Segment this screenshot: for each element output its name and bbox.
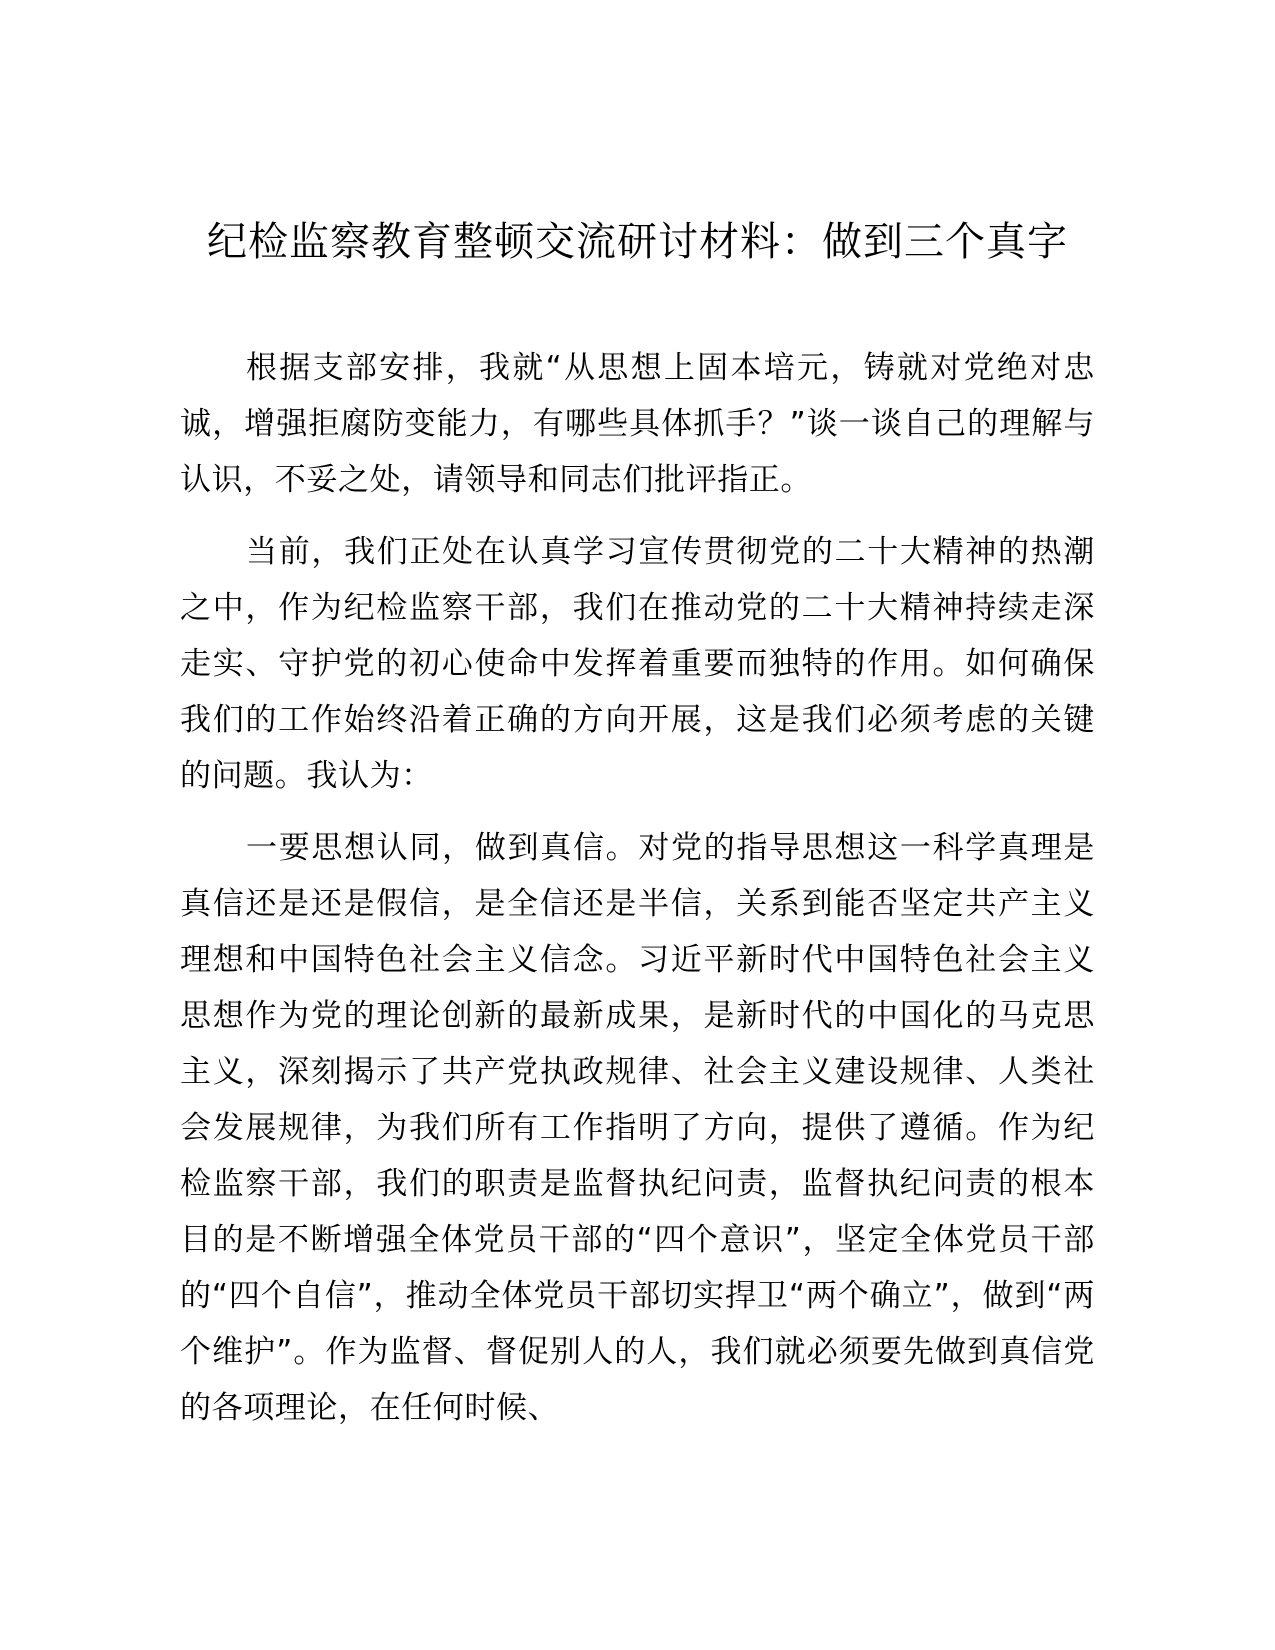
paragraph-context: 当前，我们正处在认真学习宣传贯彻党的二十大精神的热潮之中，作为纪检监察干部，我们在推动党的二十大精神持续走深走实、守护党的初心使命中发挥着重要而独特的作用。如何确保我们的工作始终沿着正确的方向开展，这是我们必须考虑的关键的问题。我认为： (180, 534, 1095, 794)
document-title: 纪检监察教育整顿交流研讨材料：做到三个真字 (207, 219, 1068, 265)
paragraph-intro: 根据支部安排，我就“从思想上固本培元，铸就对党绝对忠诚，增强拒腐防变能力，有哪些具体抓手？”谈一谈自己的理解与认识，不妥之处，请领导和同志们批评指正。 (180, 350, 1095, 498)
document-body (180, 340, 1095, 1452)
paragraph-point-one: 一要思想认同，做到真信。对党的指导思想这一科学真理是真信还是还是假信，是全信还是半信，关系到能否坚定共产主义理想和中国特色社会主义信念。习近平新时代中国特色社会主义思想作为党的理论创新的最新成果，是新时代的中国化的马克思主义，深刻揭示了共产党执政规律、社会主义建设规律、人类社会发展规律，为我们所有工作指明了方向，提供了遵循。作为纪检监察干部，我们的职责是监督执纪问责，监督执纪问责的根本目的是不断增强全体党员干部的“四个意识”，坚定全体党员干部的“四个自信”，推动全体党员干部切实捍卫“两个确立”，做到“两个维护”。作为监督、督促别人的人，我们就必须要先做到真信党的各项理论，在任何时候、 (180, 830, 1095, 1426)
